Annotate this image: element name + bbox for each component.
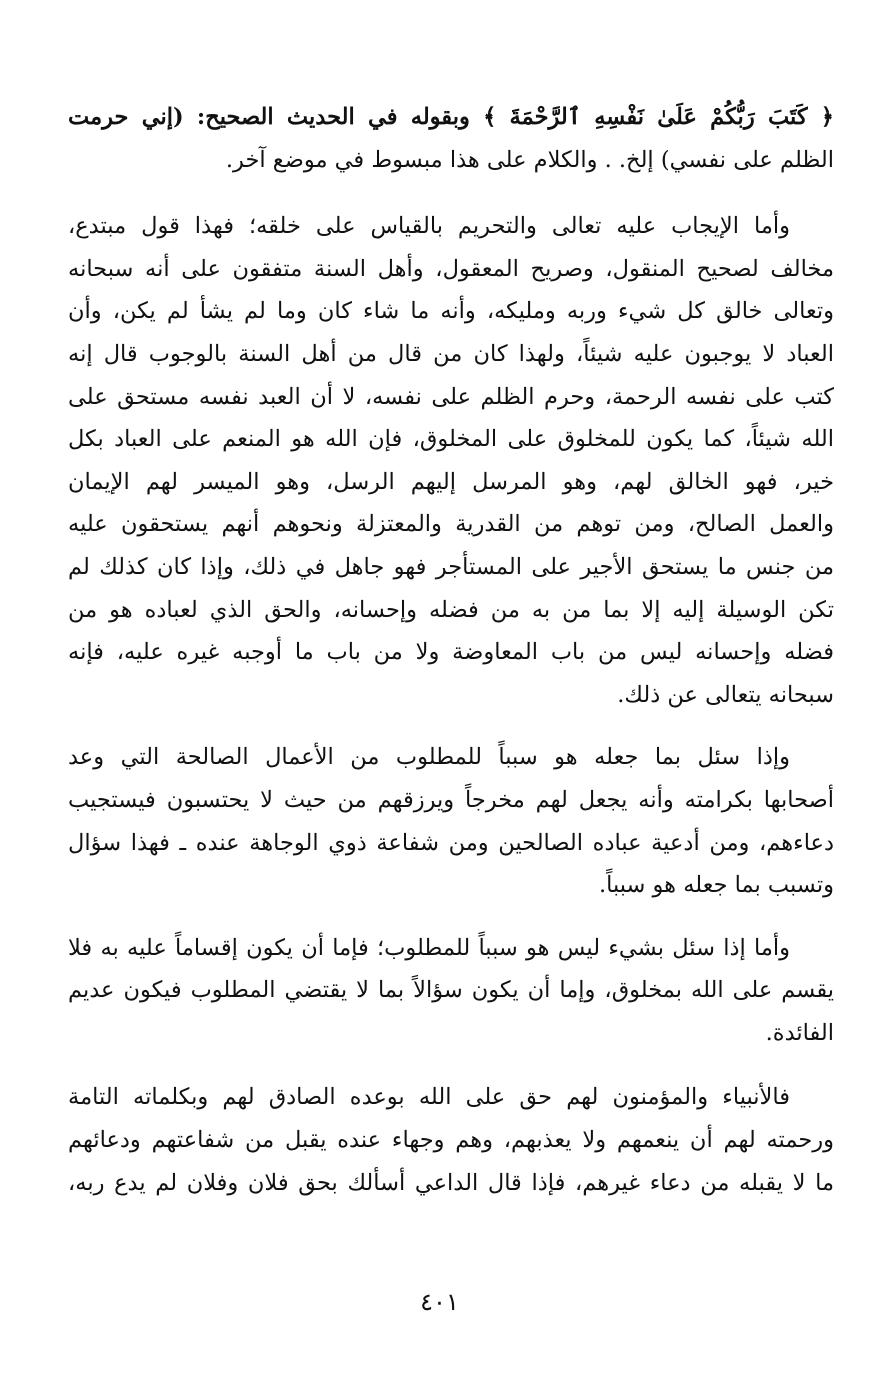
text-line: أصحابها بكرامته وأنه يجعل لهم مخرجاً ويرزقهم من حيث لا يحتسبون فيستجيب	[68, 786, 834, 813]
text-line: مخالف لصحيح المنقول، وصريح المعقول، وأهل السنة متفقون على أنه سبحانه	[68, 255, 834, 282]
text-line: العباد لا يوجبون عليه شيئاً، ولهذا كان من قال من أهل السنة بالوجوب قال إنه	[68, 340, 834, 367]
text-line: من جنس ما يستحق الأجير على المستأجر فهو جاهل في ذلك، وإذا كان كذلك لم	[68, 553, 834, 580]
text-line: ﴿ كَتَبَ رَبُّكُمْ عَلَىٰ نَفْسِهِ ٱلرَّحْمَةَ ﴾ وبقوله في الحديث الصحيح: (إني حرمت	[68, 104, 834, 130]
text-line: فضله وإحسانه ليس من باب المعاوضة ولا من باب ما أوجبه غيره عليه، فإنه	[68, 639, 834, 666]
text-line: خير، فهو الخالق لهم، وهو المرسل إليهم الرسل، وهو الميسر لهم الإيمان	[68, 468, 834, 495]
text-line: دعاءهم، ومن أدعية عباده الصالحين ومن شفاعة ذوي الوجاهة عنده ـ فهذا سؤال	[68, 829, 834, 856]
text-line: وتعالى خالق كل شيء وربه ومليكه، وأنه ما شاء كان وما لم يشأ لم يكن، وأن	[68, 298, 834, 325]
text-line: فالأنبياء والمؤمنون لهم حق على الله بوعده الصادق لهم وبكلماته التامة	[68, 1084, 790, 1111]
text-line: وأما الإيجاب عليه تعالى والتحريم بالقياس على خلقه؛ فهذا قول مبتدع،	[68, 213, 790, 240]
paragraph-1	[68, 96, 834, 181]
text-line: والعمل الصالح، ومن توهم من القدرية والمعتزلة ونحوهم أنهم يستحقون عليه	[68, 511, 834, 538]
document-body	[68, 96, 834, 1226]
text-line: الظلم على نفسي) إلخ. . والكلام على هذا مبسوط في موضع آخر.	[225, 146, 834, 173]
text-line: وتسبب بما جعله هو سبباً.	[598, 872, 834, 899]
text-line: تكن الوسيلة إليه إلا بما من به من فضله وإحسانه، والحق الذي لعباده هو من	[68, 596, 834, 623]
text-line: سبحانه يتعالى عن ذلك.	[617, 681, 834, 708]
text-line: الفائدة.	[765, 1019, 834, 1046]
text-line: ما لا يقبله من دعاء غيرهم، فإذا قال الداعي أسألك بحق فلان وفلان لم يدع ربه،	[68, 1169, 834, 1196]
paragraph-2	[68, 205, 834, 716]
paragraph-3	[68, 736, 834, 906]
text-line: الله شيئاً، كما يكون للمخلوق على المخلوق، فإن الله هو المنعم على العباد بكل	[68, 426, 834, 453]
text-line: ورحمته لهم أن ينعمهم ولا يعذبهم، وهم وجهاء عنده يقبل من شفاعتهم ودعائهم	[68, 1127, 834, 1154]
text-line: يقسم على الله بمخلوق، وإما أن يكون سؤالاً بما لا يقتضي المطلوب فيكون عديم	[68, 977, 834, 1004]
page-number: ٤٠١	[420, 1288, 459, 1316]
paragraph-4	[68, 927, 834, 1055]
paragraph-5	[68, 1076, 834, 1204]
text-line: كتب على نفسه الرحمة، وحرم الظلم على نفسه، لا أن العبد نفسه مستحق على	[68, 383, 834, 410]
text-line: وإذا سئل بما جعله هو سبباً للمطلوب من الأعمال الصالحة التي وعد	[68, 744, 790, 771]
text-line: وأما إذا سئل بشيء ليس هو سبباً للمطلوب؛ فإما أن يكون إقساماً عليه به فلا	[68, 934, 790, 961]
